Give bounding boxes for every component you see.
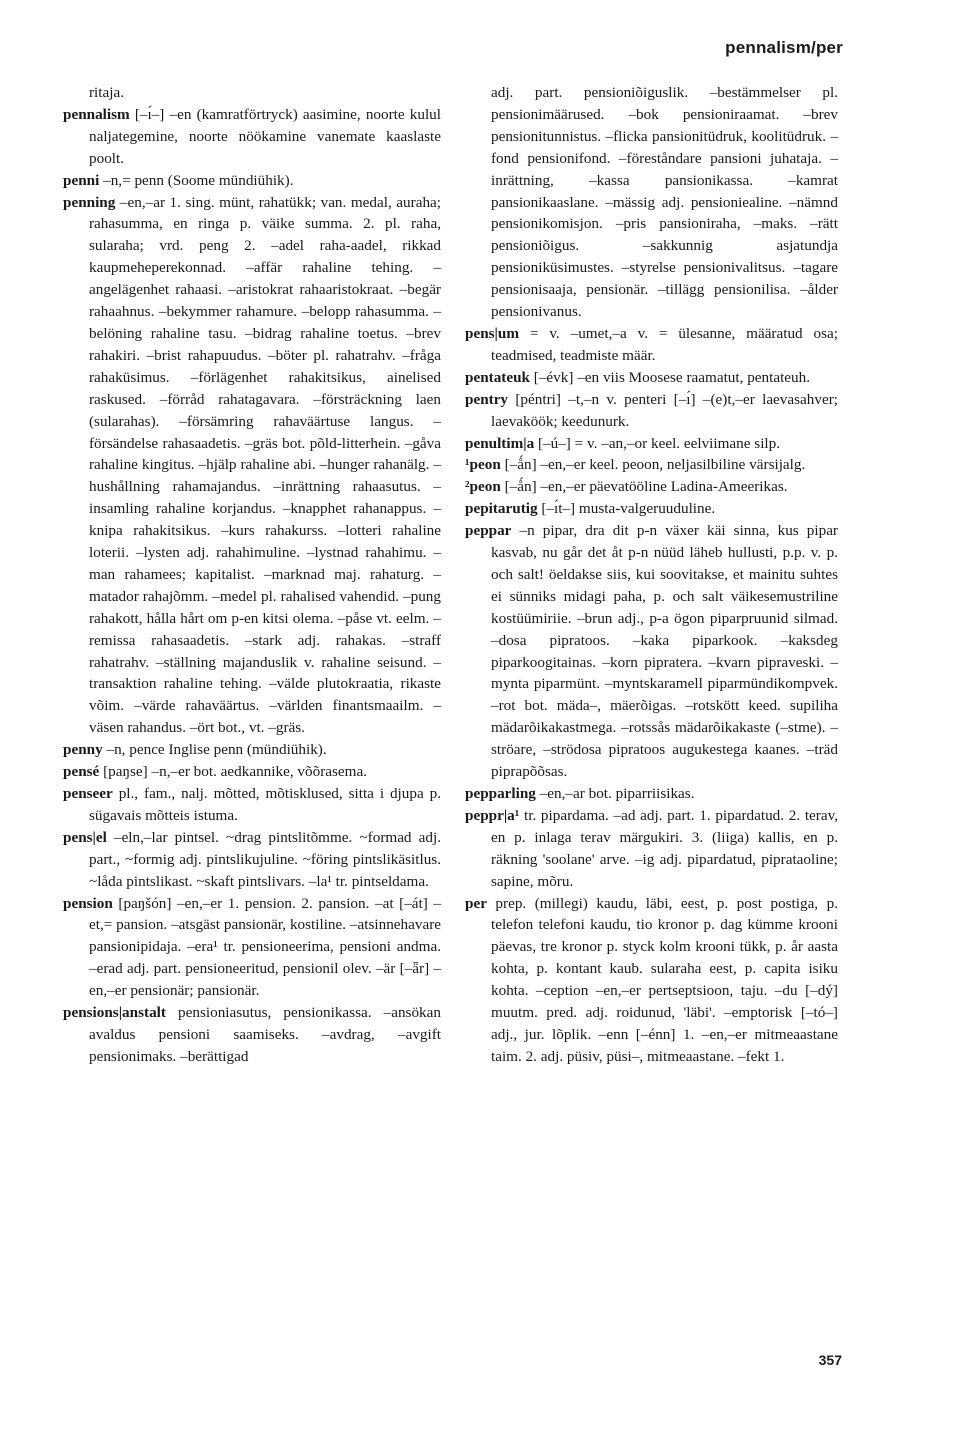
left-column <box>63 82 441 1068</box>
dictionary-entry <box>63 739 441 761</box>
headword: pensions|anstalt <box>63 1004 166 1022</box>
entry-text: [–ú–] = v. –an,–or keel. eelviimane silp. <box>534 434 781 452</box>
entry-text: pl., fam., nalj. mõtted, mõtisklused, sitta i djupa p. sügavais mõtteis istuma. <box>89 785 441 824</box>
dictionary-entry <box>63 82 441 104</box>
entry-text: –en,–ar 1. sing. münt, rahatükk; van. medal, auraha; rahasumma, en ringa p. väike summa. 2. pl. raha, sularaha; vrd. peng 2. –adel raha-aadel, rikkad kaupmeheperekonnad. –affär rahaline tehing. –angelägenhet rahaasi. –aristokrat rahaaristokraat. –begär rahaahnus. –bekymmer rahamure. –belopp rahasumma. –belöning rahaline tasu. –bidrag rahaline toetus. –brev rahakiri. –brist rahapuudus. –böter pl. rahatrahv. –fråga rahaküsimus. –förlägenhet rahakitsikus, ainelised raskused. –förråd rahatagavara. –försträckning laen (sularahas). –försämring rahaväärtuse langus. –försändelse rahasaadetis. –gräs bot. põld-litterhein. –gåva rahaline kingitus. –hjälp rahaline abi. –hunger rahanälg. –hushållning rahamajandus. –inrättning rahaasutus. –insamling rahaline korjandus. –knapphet rahanappus. –knipa rahakitsikus. –kurs rahakurss. –lotteri rahaline loterii. –lysten adj. rahahimuline. –lystnad rahahimu. –man rahamees; kapitalist. –marknad maj. rahaturg. –matador rahajõmm. –medel pl. rahalised vahendid. –pung rahakott, hålla hårt om p-en kitsi olema. –påse vt. eelm. –remissa rahasaadetis. –stark adj. rahakas. –straff rahatrahv. –ställning majanduslik v. rahaline seisund. –transaktion rahaline tehing. –välde plutokraatia, rikaste võim. –värde rahaväärtus. –världen finantsmaailm. –väsen rahandus. –ört bot., vt. –gräs. <box>89 193 441 737</box>
dictionary-entry <box>465 433 838 455</box>
headword: pepparling <box>465 785 536 802</box>
headword: pensé <box>63 763 100 781</box>
entry-text: –n pipar, dra dit p-n växer käi sinna, kus pipar kasvab, nu går det åt p-n nüüd läheb hullusti, p.p. v. p. och salt! öeldakse siis, kui soovitakse, et mainitu suhtes ei sünniks midagi paha, p. och salt väikesemustriline kostüümiriie. –brun adj., p-a ögon piparpruunid silmad. –dosa pipratoos. –kaka piparkook. –kaksdeg piparkoogitainas. –korn pipratera. –kvarn pipraveski. –mynta piparmünt. –myntskaramell piparmündikompvek. –rot bot. mäda–, mäerõigas. –rotskött keed. supiliha mädarõikakastmega. –rotssås mädarõikakaste (–stme). –ströare, –strödosa pipratoos augukestega kaanes. –träd piprapõõsas. <box>491 522 838 781</box>
page-number: 357 <box>818 1352 842 1368</box>
headword: per <box>465 894 487 912</box>
entry-text: [péntri] –t,–n v. penteri [–ı́] –(e)t,–er laevasahver; laevaköök; keedunurk. <box>491 390 838 430</box>
headword: penning <box>63 193 116 211</box>
headword: penni <box>63 171 100 189</box>
dictionary-entry <box>63 192 441 740</box>
entry-text: pensioniasutus, pensionikassa. –ansökan avaldus pensioni saamiseks. –avdrag, –avgift pensionimaks. –berättigad <box>89 1004 441 1065</box>
headword: peppr|a¹ <box>465 806 520 824</box>
entry-text: = v. –umet,–a v. = ülesanne, määratud osa; teadmised, teadmiste määr. <box>491 324 838 364</box>
headword: pension <box>63 894 113 912</box>
dictionary-entry <box>465 367 838 389</box>
entry-text: prep. (millegi) kaudu, läbi, eest, p. post postiga, p. telefon telefoni kaudu, tio kronor p. dag kümme krooni päevas, tre kronor p. styck kolm krooni tükk, p. år aasta kohta, p. kontant kaub. sularaha eest, p. capita isiku kohta. –ception –en,–er pertseptsioon, taju. –du [–dý] muutm. pred. adj. roidunud, 'läbi'. –emptorisk [–tó–] adj., jur. lõplik. –enn [–énn] 1. –en,–er mitmeaastane taim. 2. adj. püsiv, püsi–, mitmeaastane. –fekt 1. <box>486 894 838 1065</box>
entry-text: adj. part. pensioniõiguslik. –bestämmelser pl. pensionimäärused. –bok pensioniraamat. –brev pensionitunnistus. –flicka pansionitüdruk, koolitüdruk. –fond pensionifond. –föreståndare pansioni juhataja. –inrättning, –kassa pansionikassa. –kamrat pansionikaaslane. –mässig adj. pensioniealine. –nämnd pensionikomisjon. –pris pansioniraha, –maks. –rätt pensioniõigus. –sakkunnig asjatundja pensioniküsimustes. –styrelse pensionivalitsus. –tagare pensionisaaja, pensionär. –tillägg pensionilisa. –ålder pensionivanus. <box>491 84 838 321</box>
entry-text: [–ı́–] –en (kamratförtryck) aasimine, noorte kulul naljategemine, noorte nöökamine vanemate kaaslaste poolt. <box>89 105 441 167</box>
headword: pentateuk <box>465 368 530 386</box>
entry-text: [paŋšón] –en,–er 1. pension. 2. pansion. –at [–át] –et,= pansion. –atsgäst pansionär, kostiline. –atsinnehavare pansionipidaja. –era¹ tr. pensioneerima, pensioni andma. –erad adj. part. pensioneeritud, pensionil olev. –är [–ǟr] –en,–er pensionär; pansionär. <box>89 894 441 1000</box>
dictionary-entry <box>63 170 441 192</box>
right-column <box>465 82 838 1068</box>
dictionary-entry <box>63 1002 441 1068</box>
headword: penultim|a <box>465 434 535 452</box>
headword: ¹peon <box>465 456 501 474</box>
entry-text: [–ǻn] –en,–er keel. peoon, neljasilbiline värsijalg. <box>500 456 806 474</box>
dictionary-entry <box>465 520 838 783</box>
headword: pepitarutig <box>465 500 538 518</box>
entry-text: [–évk] –en viis Moosese raamatut, pentateuh. <box>529 368 811 386</box>
dictionary-entry <box>465 498 838 520</box>
dictionary-entry <box>63 893 441 1003</box>
entry-text: –n,= penn (Soome mündiühik). <box>99 171 294 189</box>
headword: pentry <box>465 390 509 408</box>
headword: penseer <box>63 785 113 802</box>
dictionary-entry <box>63 783 441 827</box>
dictionary-entry <box>465 82 838 323</box>
dictionary-entry <box>465 805 838 893</box>
dictionary-entry <box>63 827 441 893</box>
entry-text: –en,–ar bot. piparriisikas. <box>535 785 695 802</box>
dictionary-entry <box>465 454 838 476</box>
dictionary-entry <box>465 893 838 1068</box>
headword: pennalism <box>63 105 130 123</box>
entry-text: [paŋse] –n,–er bot. aedkannike, võõrasema. <box>99 763 368 781</box>
dictionary-entry <box>63 104 441 170</box>
running-head: pennalism/per <box>725 38 843 57</box>
entry-text: tr. pipardama. –ad adj. part. 1. pipardatud. 2. terav, en p. inlaga terav märgukiri. 3. (liiga) kallis, en p. räkning 'soolane' arve. –ig adj. pipardatud, piprataoline; sapine, mõru. <box>491 806 838 890</box>
entry-text: [–ı́t–] musta-valgeruuduline. <box>537 500 716 518</box>
entry-text: ritaja. <box>89 84 124 101</box>
dictionary-entry <box>465 476 838 498</box>
dictionary-entry <box>465 783 838 805</box>
entry-text: –eln,–lar pintsel. ~drag pintslitõmme. ~formad adj. part., ~formig adj. pintslikujuline. ~föring pintslikäsitlus. ~låda pintslikast. ~skaft pintslivars. –la¹ tr. pintseldama. <box>89 828 441 890</box>
headword: pens|um <box>465 324 519 342</box>
headword: ²peon <box>465 478 501 496</box>
entry-text: –n, pence Inglise penn (mündiühik). <box>102 741 327 759</box>
dictionary-entry <box>465 389 838 433</box>
entry-text: [–ǻn] –en,–er päevatööline Ladina-Ameerikas. <box>500 478 788 496</box>
dictionary-entry <box>63 761 441 783</box>
headword: peppar <box>465 522 512 540</box>
headword: pens|el <box>63 828 107 846</box>
headword: penny <box>63 741 103 759</box>
dictionary-entry <box>465 323 838 367</box>
